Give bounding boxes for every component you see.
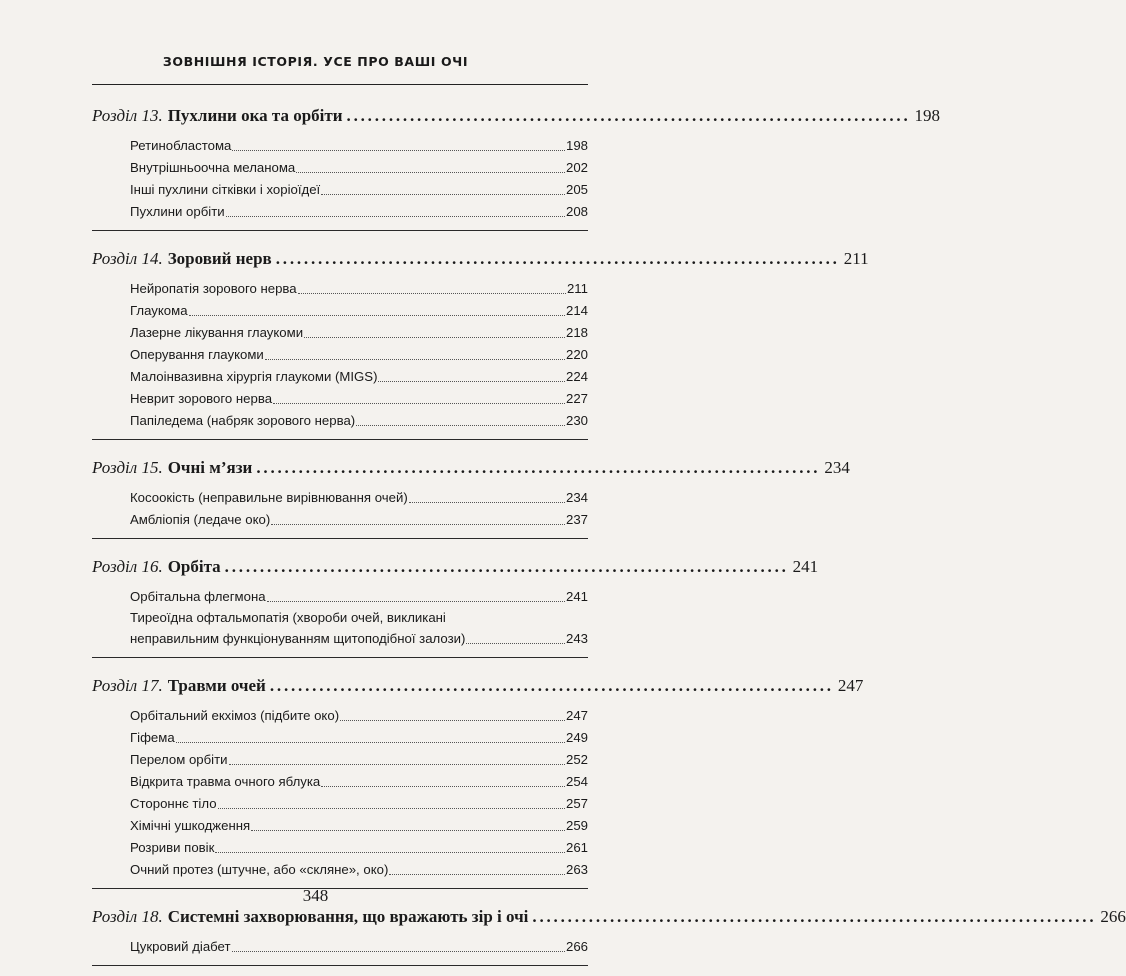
chapter-title: Пухлини ока та орбіти [167, 106, 343, 125]
entry-page: 211 [566, 281, 588, 296]
entry-page: 266 [565, 939, 588, 954]
dot-leader: ................................................................................ [532, 907, 1097, 926]
toc-entry[interactable] [130, 277, 588, 299]
dot-leader [356, 425, 565, 426]
toc-entry[interactable] [130, 343, 588, 365]
chapter-number: Розділ 14. [92, 249, 163, 268]
toc-entry[interactable] [130, 935, 588, 957]
chapter-title: Травми очей [167, 676, 266, 695]
chapter-heading[interactable] [92, 98, 941, 134]
dot-leader [215, 852, 565, 853]
toc-entry[interactable] [130, 770, 588, 792]
entry-title: Орбітальна флегмона [130, 589, 266, 604]
chapter-heading[interactable] [92, 241, 869, 277]
entry-title: Амбліопія (ледаче око) [130, 512, 271, 527]
toc-entry[interactable] [130, 814, 588, 836]
entry-title: Пухлини орбіти [130, 204, 225, 219]
dot-leader [321, 194, 565, 195]
entry-page: 237 [565, 512, 588, 527]
entry-page: 241 [565, 589, 588, 604]
chapter-page: 198 [914, 106, 941, 125]
toc-entry[interactable] [130, 134, 588, 156]
toc-entry[interactable] [130, 792, 588, 814]
toc-entry[interactable] [130, 387, 588, 409]
dot-leader [273, 403, 565, 404]
entry-page: 259 [565, 818, 588, 833]
chapter-number: Розділ 15. [92, 458, 163, 477]
chapter-page: 247 [837, 676, 864, 695]
dot-leader [267, 601, 565, 602]
entry-page: 254 [565, 774, 588, 789]
chapter-heading[interactable] [92, 450, 850, 486]
header-rule [92, 84, 588, 85]
dot-leader: ................................................................................ [224, 557, 789, 576]
toc-entry[interactable] [130, 585, 588, 607]
toc-entry[interactable] [130, 607, 588, 649]
entry-page: 198 [565, 138, 588, 153]
dot-leader [296, 172, 565, 173]
toc-entry[interactable] [130, 748, 588, 770]
dot-leader [265, 359, 565, 360]
entry-title: Малоінвазивна хірургія глаукоми (MIGS) [130, 369, 378, 384]
dot-leader [251, 830, 565, 831]
entry-title: Очний протез (штучне, або «скляне», око) [130, 862, 389, 877]
toc-entry[interactable] [130, 508, 588, 530]
entry-page: 263 [565, 862, 588, 877]
entry-page: 218 [565, 325, 588, 340]
entry-page: 243 [565, 631, 588, 646]
entry-title: Тиреоїдна офтальмопатія (хвороби очей, викликані неправильним функціонуванням щитоподібної залози) [130, 610, 466, 646]
chapter-page: 211 [843, 249, 869, 268]
dot-leader: ................................................................................ [269, 676, 834, 695]
entry-title: Неврит зорового нерва [130, 391, 273, 406]
dot-leader [226, 216, 565, 217]
entry-page: 205 [565, 182, 588, 197]
entry-title: Глаукома [130, 303, 188, 318]
toc-entry[interactable] [130, 726, 588, 748]
running-header: ЗОВНІШНЯ ІСТОРІЯ. УСЕ ПРО ВАШІ ОЧІ [162, 54, 469, 69]
entry-page: 257 [565, 796, 588, 811]
chapter-title: Системні захворювання, що вражають зір і очі [167, 907, 529, 926]
chapter-section [92, 241, 869, 440]
entry-title: Косоокість (неправильне вирівнювання очей) [130, 490, 408, 505]
dot-leader: ................................................................................ [346, 106, 911, 125]
toc-entry[interactable] [130, 156, 588, 178]
entry-page: 249 [565, 730, 588, 745]
entry-title: Папіледема (набряк зорового нерва) [130, 413, 356, 428]
chapter-number: Розділ 16. [92, 557, 163, 576]
dot-leader [321, 786, 565, 787]
entry-title: Хімічні ушкодження [130, 818, 251, 833]
dot-leader [340, 720, 565, 721]
chapter-page: 234 [824, 458, 850, 477]
page-number: 348 [302, 886, 329, 905]
dot-leader [304, 337, 565, 338]
toc-entry[interactable] [130, 200, 588, 222]
toc-entry[interactable] [130, 178, 588, 200]
entry-title: Перелом орбіти [130, 752, 228, 767]
dot-leader: ................................................................................ [275, 249, 840, 268]
entry-page: 234 [565, 490, 588, 505]
chapter-section [92, 549, 819, 658]
entry-page: 252 [565, 752, 588, 767]
dot-leader [389, 874, 565, 875]
chapter-section [92, 668, 864, 889]
chapter-number: Розділ 13. [92, 106, 163, 125]
entry-title: Нейропатія зорового нерва [130, 281, 297, 296]
entry-title: Внутрішньоочна меланома [130, 160, 296, 175]
chapter-page: 241 [792, 557, 819, 576]
entry-title: Стороннє тіло [130, 796, 217, 811]
entry-page: 208 [565, 204, 588, 219]
dot-leader [378, 381, 565, 382]
toc-entry[interactable] [130, 486, 588, 508]
dot-leader [232, 150, 565, 151]
entry-title: Гіфема [130, 730, 175, 745]
dot-leader [176, 742, 565, 743]
dot-leader [218, 808, 565, 809]
toc-entry[interactable] [130, 836, 588, 858]
chapter-heading[interactable] [92, 549, 819, 585]
entry-title: Відкрита травма очного яблука [130, 774, 321, 789]
dot-leader [409, 502, 565, 503]
toc-entry[interactable] [130, 299, 588, 321]
entry-page: 220 [565, 347, 588, 362]
chapter-section [92, 98, 941, 231]
dot-leader: ................................................................................ [256, 458, 821, 477]
entry-title: Лазерне лікування глаукоми [130, 325, 304, 340]
dot-leader [298, 293, 566, 294]
entry-title: Оперування глаукоми [130, 347, 264, 362]
entry-title: Цукровий діабет [130, 939, 231, 954]
chapter-title: Очні м’язи [167, 458, 253, 477]
entry-page: 214 [565, 303, 588, 318]
chapter-title: Орбіта [167, 557, 221, 576]
chapter-page: 266 [1100, 907, 1126, 926]
toc-entry[interactable] [130, 704, 588, 726]
chapter-title: Зоровий нерв [167, 249, 272, 268]
table-of-contents [92, 98, 1126, 976]
entry-title: Розриви повік [130, 840, 215, 855]
chapter-number: Розділ 18. [92, 907, 163, 926]
entry-page: 202 [565, 160, 588, 175]
entry-page: 247 [565, 708, 588, 723]
toc-entry[interactable] [130, 321, 588, 343]
dot-leader [232, 951, 565, 952]
chapter-section [92, 899, 1126, 966]
dot-leader [229, 764, 565, 765]
toc-entry[interactable] [130, 858, 588, 880]
dot-leader [466, 643, 565, 644]
entry-title: Ретинобластома [130, 138, 232, 153]
toc-entry[interactable] [130, 365, 588, 387]
chapter-section [92, 450, 850, 539]
entry-page: 261 [565, 840, 588, 855]
dot-leader [189, 315, 565, 316]
entry-page: 227 [565, 391, 588, 406]
entry-page: 224 [565, 369, 588, 384]
toc-entry[interactable] [130, 409, 588, 431]
chapter-heading[interactable] [92, 668, 864, 704]
entry-title: Інші пухлини сітківки і хоріоїдеї [130, 182, 321, 197]
dot-leader [271, 524, 565, 525]
chapter-number: Розділ 17. [92, 676, 163, 695]
entry-page: 230 [565, 413, 588, 428]
entry-title: Орбітальний екхімоз (підбите око) [130, 708, 340, 723]
